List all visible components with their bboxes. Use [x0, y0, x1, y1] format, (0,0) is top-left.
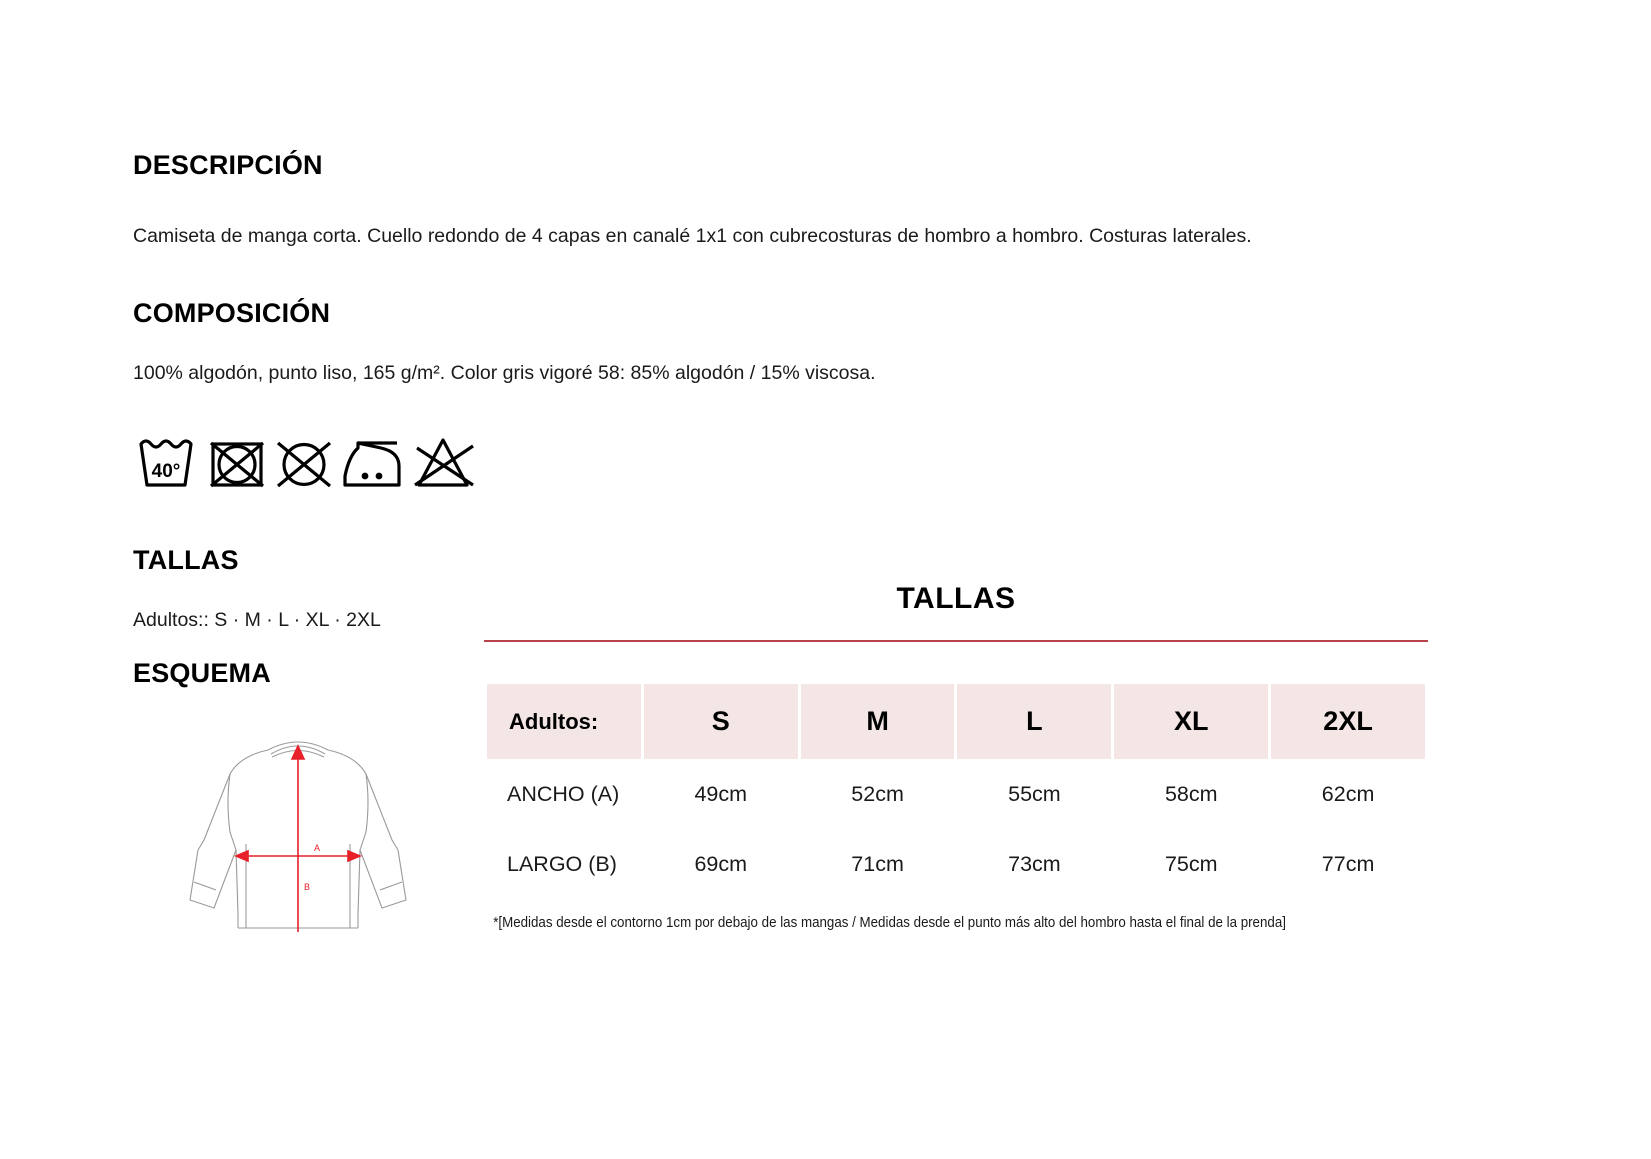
composition-text: 100% algodón, punto liso, 165 g/m². Color gris vigoré 58: 85% algodón / 15% viscosa.: [133, 362, 876, 384]
col-header-xl: XL: [1114, 684, 1268, 759]
table-divider-rule: [484, 640, 1428, 642]
size-table-panel: [484, 578, 1428, 931]
size-table: [484, 684, 1428, 899]
col-header-m: M: [801, 684, 955, 759]
description-text: Camiseta de manga corta. Cuello redondo de 4 capas en canalé 1x1 con cubrecosturas de hombro a hombro. Costuras laterales.: [133, 225, 1252, 247]
cell-largo-m: 71cm: [801, 829, 955, 899]
size-table-footnote: *[Medidas desde el contorno 1cm por debajo de las mangas / Medidas desde el punto más alto del hombro hasta el final de la prenda]: [493, 915, 1286, 931]
schema-label-b: B: [304, 882, 311, 892]
schema-label-a: A: [314, 843, 321, 853]
cell-ancho-2xl: 62cm: [1271, 759, 1425, 829]
sizes-heading: TALLAS: [133, 545, 239, 575]
row-label-largo: LARGO (B): [487, 829, 641, 899]
care-symbols-row: [133, 430, 481, 492]
cell-ancho-l: 55cm: [957, 759, 1111, 829]
schema-heading: ESQUEMA: [133, 658, 271, 688]
cell-ancho-m: 52cm: [801, 759, 955, 829]
wash-40-icon: [133, 430, 205, 492]
col-header-2xl: 2XL: [1271, 684, 1425, 759]
cell-largo-xl: 75cm: [1114, 829, 1268, 899]
size-table-head: [487, 684, 1425, 759]
table-row: [487, 759, 1425, 829]
size-table-header-row: [487, 684, 1425, 759]
do-not-dry-clean-icon: [271, 430, 337, 492]
table-row: [487, 829, 1425, 899]
iron-two-dots-icon: [337, 430, 409, 492]
do-not-tumble-dry-icon: [205, 430, 271, 492]
cell-ancho-xl: 58cm: [1114, 759, 1268, 829]
do-not-bleach-icon: [409, 430, 481, 492]
cell-largo-s: 69cm: [644, 829, 798, 899]
cell-largo-2xl: 77cm: [1271, 829, 1425, 899]
cell-ancho-s: 49cm: [644, 759, 798, 829]
description-heading: DESCRIPCIÓN: [133, 150, 323, 180]
size-table-body: [487, 759, 1425, 899]
cell-largo-l: 73cm: [957, 829, 1111, 899]
garment-schematic: [168, 732, 428, 932]
sizes-list-text: Adultos:: S · M · L · XL · 2XL: [133, 609, 381, 631]
col-header-adultos: Adultos:: [487, 684, 641, 759]
row-label-ancho: ANCHO (A): [487, 759, 641, 829]
col-header-s: S: [644, 684, 798, 759]
svg-text:40°: 40°: [151, 461, 181, 482]
col-header-l: L: [957, 684, 1111, 759]
composition-heading: COMPOSICIÓN: [133, 298, 331, 328]
size-table-heading: TALLAS: [896, 582, 1016, 615]
